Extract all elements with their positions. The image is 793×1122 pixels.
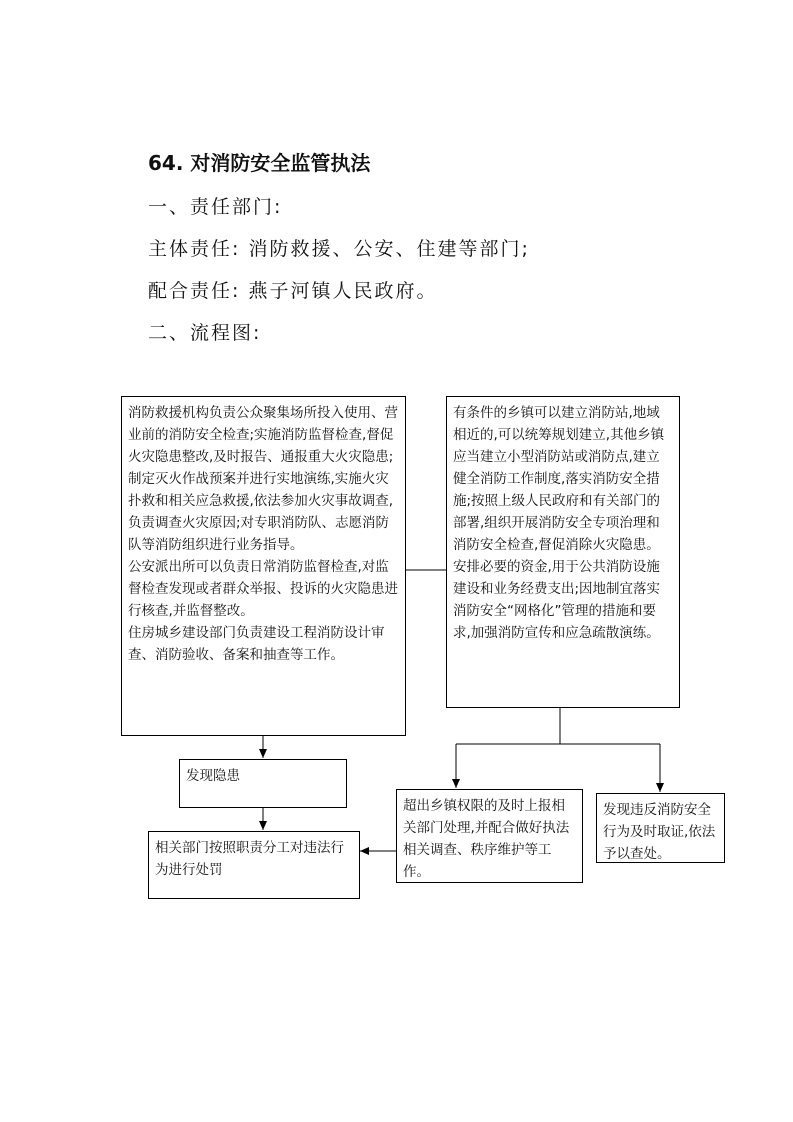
section-responsible-departments: 一、责任部门: bbox=[148, 196, 283, 218]
township-duties-box bbox=[446, 396, 680, 708]
fire-rescue-duties-box bbox=[121, 396, 406, 736]
page-title: 64. 对消防安全监管执法 bbox=[148, 151, 371, 175]
housing-duty-text: 住房城乡建设部门负责建设工程消防设计审查、消防验收、备案和抽查等工作。 bbox=[128, 625, 385, 663]
find-hazard-text: 发现隐患 bbox=[186, 768, 240, 784]
violation-text: 发现违反消防安全行为及时取证,依法予以查处。 bbox=[603, 802, 716, 862]
report-box bbox=[396, 789, 583, 883]
lead-department-line: 主体责任: 消防救援、公安、住建等部门; bbox=[148, 238, 530, 260]
assist-department-line: 配合责任: 燕子河镇人民政府。 bbox=[148, 280, 438, 302]
find-hazard-box bbox=[179, 759, 347, 808]
penalty-box bbox=[148, 831, 360, 899]
section-flowchart: 二、流程图: bbox=[148, 322, 262, 344]
police-duty-text: 公安派出所可以负责日常消防监督检查,对监督检查发现或者群众举报、投诉的火灾隐患进行核查,并监督整改。 bbox=[128, 559, 398, 619]
report-text: 超出乡镇权限的及时上报相关部门处理,并配合做好执法相关调查、秩序维护等工作。 bbox=[403, 798, 570, 880]
township-duty-text-2: 安排必要的资金,用于公共消防设施建设和业务经费支出;因地制宜落实消防安全“网格化”管理的措施和要求,加强消防宣传和应急疏散演练。 bbox=[453, 559, 661, 641]
fire-rescue-duty-text: 消防救援机构负责公众聚集场所投入使用、营业前的消防安全检查;实施消防监督检查,督促火灾隐患整改,及时报告、通报重大火灾隐患;制定灭火作战预案并进行实地演练,实施火灾扑救和相关应急救援,依法参加火灾事故调查,负责调查火灾原因;对专职消防队、志愿消防队等消防组织进行业务指导。 bbox=[128, 405, 398, 553]
township-duty-text-1: 有条件的乡镇可以建立消防站,地域相近的,可以统筹规划建立,其他乡镇应当建立小型消防站或消防点,建立健全消防工作制度,落实消防安全措施;按照上级人民政府和有关部门的部署,组织开展消防安全专项治理和消防安全检查,督促消除火灾隐患。 bbox=[453, 405, 665, 553]
penalty-text: 相关部门按照职责分工对违法行为进行处罚 bbox=[155, 840, 344, 878]
violation-box bbox=[596, 793, 725, 863]
